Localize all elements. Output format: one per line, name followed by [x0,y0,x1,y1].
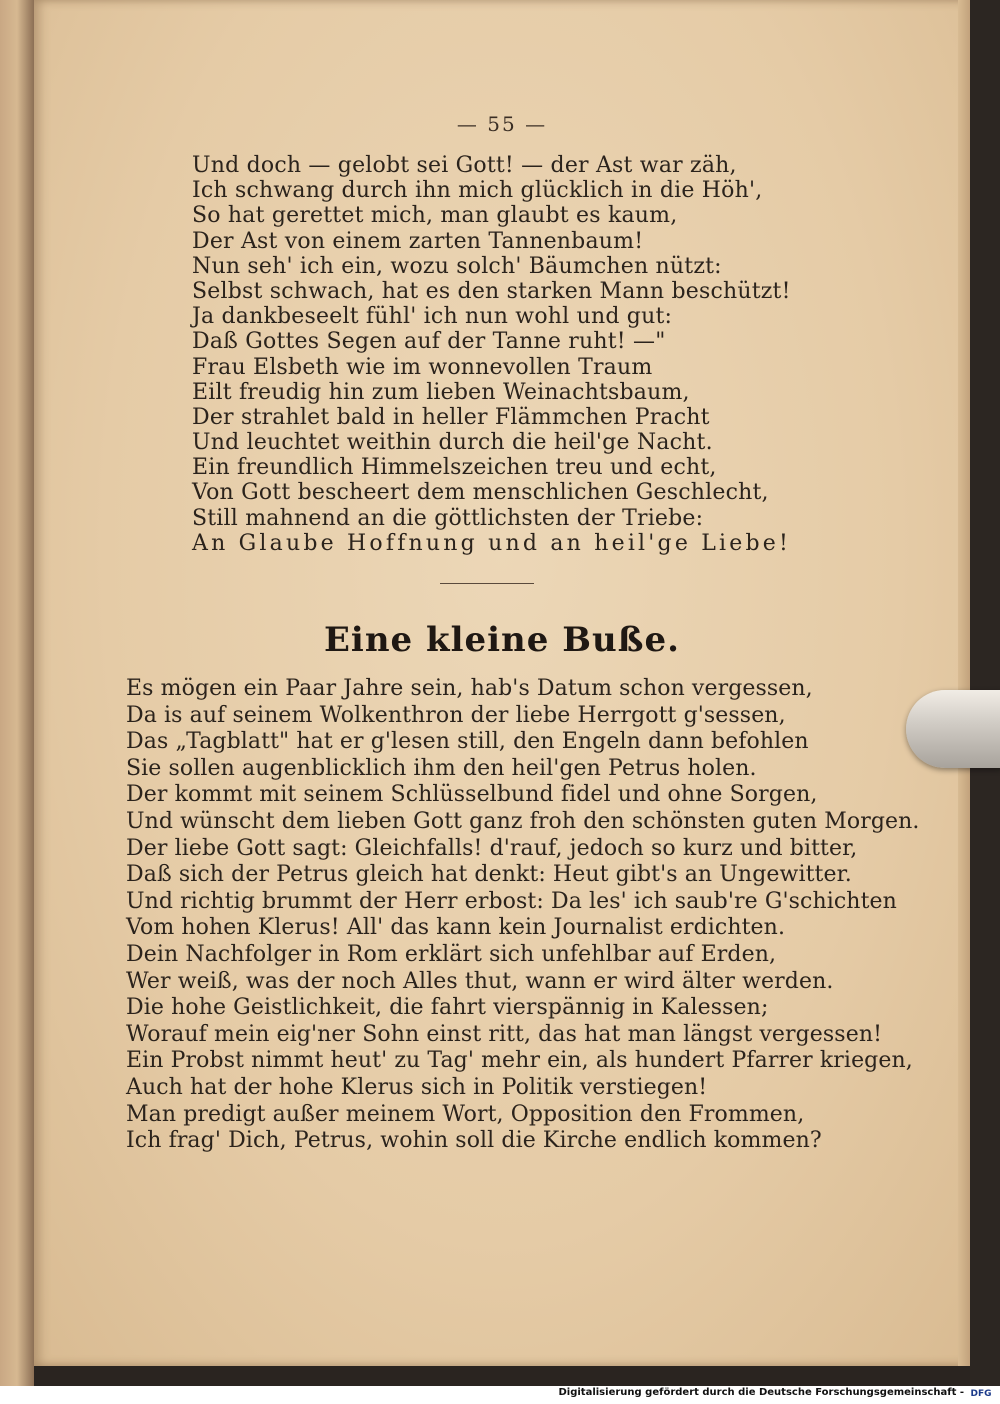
poem-line: Und leuchtet weithin durch die heil'ge Nacht. [192,430,713,456]
right-page-edge [958,0,970,1366]
section-title: Eine kleine Buße. [324,620,680,660]
poem-line: Nun seh' ich ein, wozu solch' Bäumchen nützt: [192,253,722,279]
poem-line: Der liebe Gott sagt: Gleichfalls! d'rauf, jedoch so kurz und bitter, [126,835,858,861]
poem-line: Vom hohen Klerus! All' das kann kein Journalist erdichten. [126,915,786,941]
poem-line: Ja dankbeseelt fühl' ich nun wohl und gut: [192,304,673,330]
poem-line: Ich schwang durch ihn mich glücklich in die Höh', [192,178,763,204]
poem-line: Da is auf seinem Wolkenthron der liebe Herrgott g'sessen, [126,702,786,728]
poem-line: Die hohe Geistlichkeit, die fahrt vierspännig in Kalessen; [126,995,769,1021]
poem-section-text [126,676,920,1155]
poem-line: Dein Nachfolger in Rom erklärt sich unfehlbar auf Erden, [126,941,777,967]
poem-stanza [192,153,792,556]
poem-line: Eilt freudig hin zum lieben Weinachtsbaum, [192,379,690,405]
poem-line: Wer weiß, was der noch Alles thut, wann er wird älter werden. [126,968,834,994]
poem-line: Und wünscht dem lieben Gott ganz froh den schönsten guten Morgen. [126,808,920,834]
poem-line: So hat gerettet mich, man glaubt es kaum, [192,203,678,229]
poem-line: Das „Tagblatt" hat er g'lesen still, den Engeln dann befohlen [126,729,809,755]
poem-line: Sie sollen augenblicklich ihm den heil'gen Petrus holen. [126,755,757,781]
poem-line: Der kommt mit seinem Schlüsselbund fidel und ohne Sorgen, [126,782,818,808]
page-number: — 55 — [456,112,548,136]
section-divider [440,583,534,584]
poem-line: Still mahnend an die göttlichsten der Triebe: [192,505,704,531]
page-holder-clip [906,690,1000,768]
poem-line: Auch hat der hohe Klerus sich in Politik verstiegen! [126,1074,708,1100]
poem-line: Ein Probst nimmt heut' zu Tag' mehr ein, als hundert Pfarrer kriegen, [126,1048,913,1074]
poem-line: Man predigt außer meinem Wort, Opposition den Frommen, [126,1101,805,1127]
poem-line: Und doch — gelobt sei Gott! — der Ast war zäh, [192,153,737,178]
poem-line: Von Gott bescheert dem menschlichen Geschlecht, [192,480,769,506]
poem-line: Daß sich der Petrus gleich hat denkt: Heut gibt's an Ungewitter. [126,862,852,888]
dfg-logo: DFG [970,1389,992,1399]
poem-line: Daß Gottes Segen auf der Tanne ruht! —" [192,329,666,355]
poem-line: Und richtig brummt der Herr erbost: Da les' ich saub're G'schichten [126,888,897,914]
poem-line: Der Ast von einem zarten Tannenbaum! [192,228,644,254]
poem-line: Frau Elsbeth wie im wonnevollen Traum [192,354,653,380]
poem-line: Ein freundlich Himmelszeichen treu und echt, [192,455,717,481]
footer-bar [0,1386,1000,1404]
poem-line: Es mögen ein Paar Jahre sein, hab's Datum schon vergessen, [126,676,813,701]
poem-line: Selbst schwach, hat es den starken Mann beschützt! [192,278,791,304]
poem-line: Ich frag' Dich, Petrus, wohin soll die Kirche endlich kommen? [126,1128,822,1154]
book-page [34,0,970,1366]
funding-notice: Digitalisierung gefördert durch die Deutsche Forschungsgemeinschaft - [558,1387,964,1398]
poem-line: Worauf mein eig'ner Sohn einst ritt, das hat man längst vergessen! [126,1021,883,1047]
left-page-edge [0,0,34,1386]
poem-line: An Glaube Hoffnung und an heil'ge Liebe! [192,530,792,556]
poem-line: Der strahlet bald in heller Flämmchen Pracht [192,404,710,430]
